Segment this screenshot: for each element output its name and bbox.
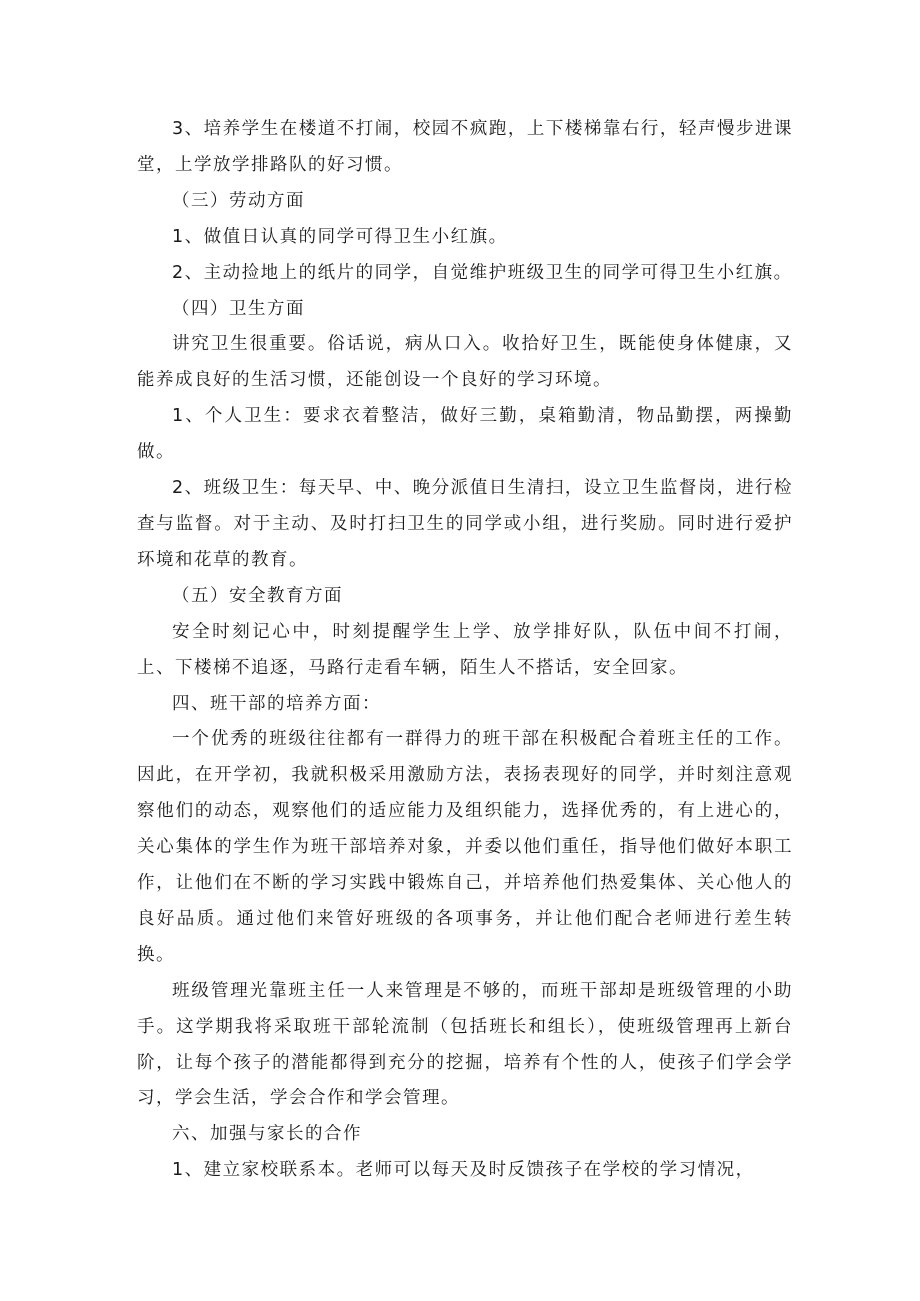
section-heading-labor: （三）劳动方面 — [172, 190, 305, 211]
paragraph-home-school-book: 1、建立家校联系本。老师可以每天及时反馈孩子在学校的学习情况， — [172, 1160, 755, 1181]
document-body — [137, 112, 793, 1189]
paragraph-litter-flag: 2、主动捡地上的纸片的同学，自觉维护班级卫生的同学可得卫生小红旗。 — [172, 262, 793, 283]
paragraph-duty-flag: 1、做值日认真的同学可得卫生小红旗。 — [172, 226, 508, 247]
section-heading-class-cadres: 四、班干部的培养方面： — [172, 693, 381, 714]
paragraph-class-hygiene: 2、班级卫生：每天早、中、晚分派值日生清扫，设立卫生监督岗，进行检查与监督。对于主动、及时打扫卫生的同学或小组，进行奖励。同时进行爱护环境和花草的教育。 — [137, 478, 793, 570]
paragraph-cadre-rotation: 班级管理光靠班主任一人来管理是不够的，而班干部却是班级管理的小助手。这学期我将采取班干部轮流制（包括班长和组长），使班级管理再上新台阶，让每个孩子的潜能都得到充分的挖掘，培养有个性的人，使孩子们学会学习，学会生活，学会合作和学会管理。 — [137, 980, 793, 1109]
paragraph-stairs-habits: 3、培养学生在楼道不打闹，校园不疯跑，上下楼梯靠右行，轻声慢步进课堂，上学放学排路队的好习惯。 — [137, 119, 793, 175]
paragraph-hygiene-intro: 讲究卫生很重要。俗话说，病从口入。收拾好卫生，既能使身体健康，又能养成良好的生活习惯，还能创设一个良好的学习环境。 — [137, 334, 793, 391]
paragraph-safety: 安全时刻记心中，时刻提醒学生上学、放学排好队，队伍中间不打闹，上、下楼梯不追逐，马路行走看车辆，陌生人不搭话，安全回家。 — [137, 621, 793, 678]
paragraph-cadre-training: 一个优秀的班级往往都有一群得力的班干部在积极配合着班主任的工作。因此，在开学初，我就积极采用激励方法，表扬表现好的同学，并时刻注意观察他们的动态，观察他们的适应能力及组织能力，选择优秀的，有上进心的，关心集体的学生作为班干部培养对象，并委以他们重任，指导他们做好本职工作，让他们在不断的学习实践中锻炼自己，并培养他们热爱集体、关心他人的良好品质。通过他们来管好班级的各项事务，并让他们配合老师进行差生转换。 — [137, 729, 793, 965]
section-heading-parents: 六、加强与家长的合作 — [172, 1124, 362, 1145]
paragraph-personal-hygiene: 1、个人卫生：要求衣着整洁，做好三勤，桌箱勤清，物品勤摆，两操勤做。 — [137, 406, 793, 463]
section-heading-safety: （五）安全教育方面 — [172, 585, 343, 606]
section-heading-hygiene: （四）卫生方面 — [172, 298, 305, 319]
